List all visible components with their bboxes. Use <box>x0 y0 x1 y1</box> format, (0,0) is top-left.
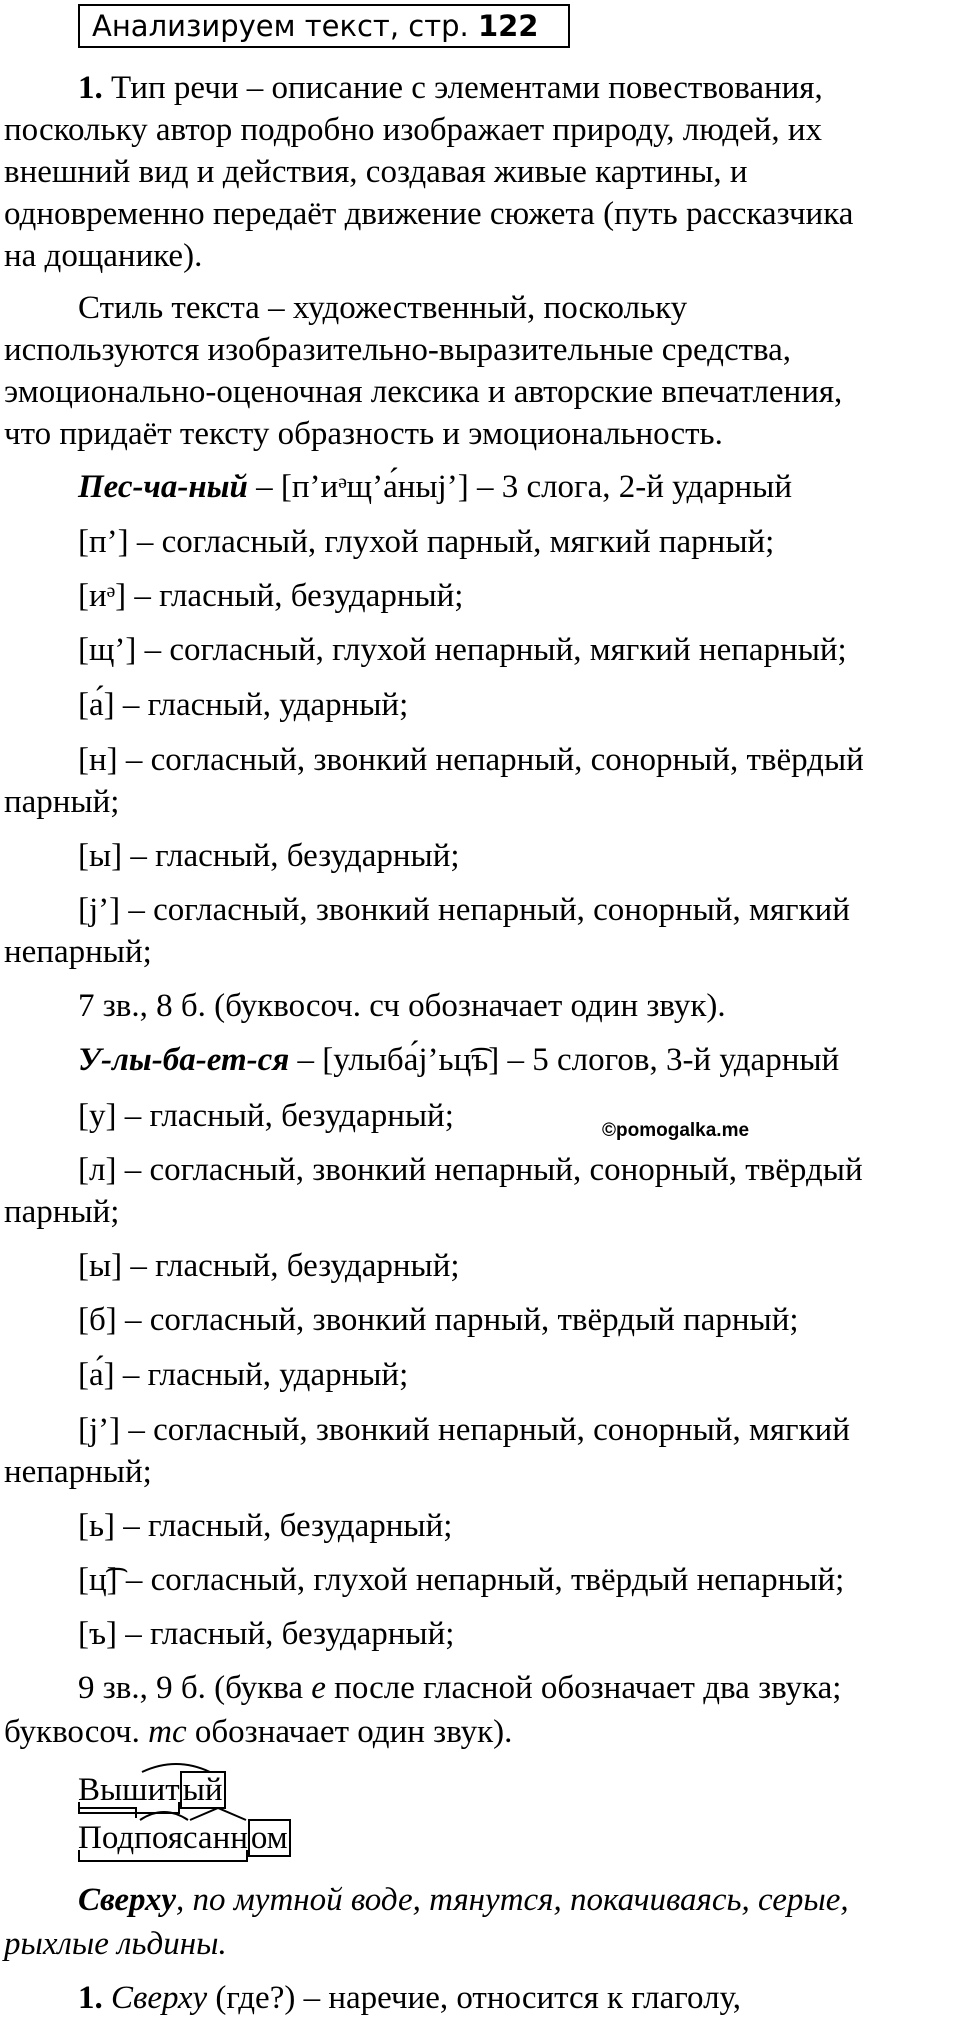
word-ending: ый <box>180 1771 226 1809</box>
word-stem: Вышит <box>78 1770 180 1810</box>
word-2-sound-cont: непарный; <box>4 1454 152 1490</box>
sentence-line-1: Сверху, по мутной воде, тянутся, покачиваясь, серые, <box>78 1882 849 1918</box>
paragraph-1-line-2: поскольку автор подробно изображает природу, людей, их <box>4 112 822 148</box>
paragraph-1-line-4: одновременно передаёт движение сюжета (путь рассказчика <box>4 196 854 232</box>
prefix-and-root-marks <box>78 1804 278 1824</box>
word-2-sound: [у] – гласный, безударный; <box>78 1098 454 1134</box>
word-2-title: У-лы-ба-ет-ся <box>78 1042 290 1078</box>
paragraph-1-line-5: на дощанике). <box>4 238 203 274</box>
stem-bracket-right <box>246 1850 248 1862</box>
paragraph-2-line-2: используются изобразительно-выразительные средства, <box>4 332 792 368</box>
analysis-item-1: 1. Сверху (где?) – наречие, относится к глаголу, <box>78 1980 741 2016</box>
stem-underline <box>78 1860 248 1862</box>
root-arc <box>140 1756 220 1776</box>
word-1-sound: [щ’] – согласный, глухой непарный, мягкий непарный; <box>78 632 847 668</box>
word-1-heading: Пес-ча-ный – [п’иᵊщ’а́ныj’] – 3 слога, 2-й ударный <box>78 469 792 505</box>
word-2-sound: [б] – согласный, звонкий парный, твёрдый парный; <box>78 1302 799 1338</box>
word-2-summary-line-2: буквосоч. тс обозначает один звук). <box>4 1714 513 1750</box>
word-2-sound: [а́] – гласный, ударный; <box>78 1357 409 1393</box>
word-2-sound: [ь] – гласный, безударный; <box>78 1508 453 1544</box>
word-2-summary-line-1: 9 зв., 9 б. (буква е после гласной обозначает два звука; <box>78 1670 842 1706</box>
word-1-sound: [п’] – согласный, глухой парный, мягкий парный; <box>78 524 775 560</box>
stem-bracket-left <box>78 1850 80 1862</box>
word-1-sound: [иᵊ] – гласный, безударный; <box>78 578 464 614</box>
word-1-summary: 7 зв., 8 б. (буквосоч. сч обозначает один звук). <box>78 988 726 1024</box>
word-1-sound-cont: непарный; <box>4 934 152 970</box>
word-2-sound: [ъ] – гласный, безударный; <box>78 1616 455 1652</box>
header-title: Анализируем текст, стр. <box>92 9 469 43</box>
paragraph-2-line-4: что придаёт тексту образность и эмоциональность. <box>4 416 723 452</box>
word-1-sound: [ы] – гласный, безударный; <box>78 838 460 874</box>
word-2-sound: [ы] – гласный, безударный; <box>78 1248 460 1284</box>
word-1-sound: [а́] – гласный, ударный; <box>78 687 409 723</box>
paragraph-2-line-1: Стиль текста – художественный, поскольку <box>78 290 688 326</box>
item-number: 1. <box>78 70 103 106</box>
header-page-number: 122 <box>477 9 539 43</box>
word-2-sound: [j’] – согласный, звонкий непарный, сонорный, мягкий <box>78 1412 850 1448</box>
word-1-sound: [н] – согласный, звонкий непарный, сонорный, твёрдый <box>78 742 864 778</box>
word-1-title: Пес-ча-ный <box>78 469 248 505</box>
sentence-line-2: рыхлые льдины. <box>4 1926 227 1962</box>
word-2-heading: У-лы-ба-ет-ся – [улыба́j’ьц͡ъ] – 5 слогов, 3-й ударный <box>78 1042 840 1078</box>
word-1-sound-cont: парный; <box>4 784 120 820</box>
paragraph-1-line-3: внешний вид и действия, создавая живые картины, и <box>4 154 748 190</box>
paragraph-2-line-3: эмоционально-оценочная лексика и авторские впечатления, <box>4 374 843 410</box>
word-1-sound: [j’] – согласный, звонкий непарный, сонорный, мягкий <box>78 892 850 928</box>
watermark: ©pomogalka.me <box>602 1120 750 1141</box>
word-stem: Подпоясанн <box>78 1818 248 1858</box>
sentence-subject-word: Сверху <box>78 1882 176 1918</box>
section-header <box>78 4 570 48</box>
morpheme-parse-2 <box>78 1818 291 1858</box>
morpheme-word <box>78 1818 291 1858</box>
word-2-sound-cont: парный; <box>4 1194 120 1230</box>
paragraph-1-line-1: 1. Тип речи – описание с элементами повествования, <box>78 70 823 106</box>
word-2-sound: [ц͡] – согласный, глухой непарный, твёрдый непарный; <box>78 1562 845 1598</box>
word-2-sound: [л] – согласный, звонкий непарный, сонорный, твёрдый <box>78 1152 863 1188</box>
word-ending: ом <box>248 1819 291 1857</box>
